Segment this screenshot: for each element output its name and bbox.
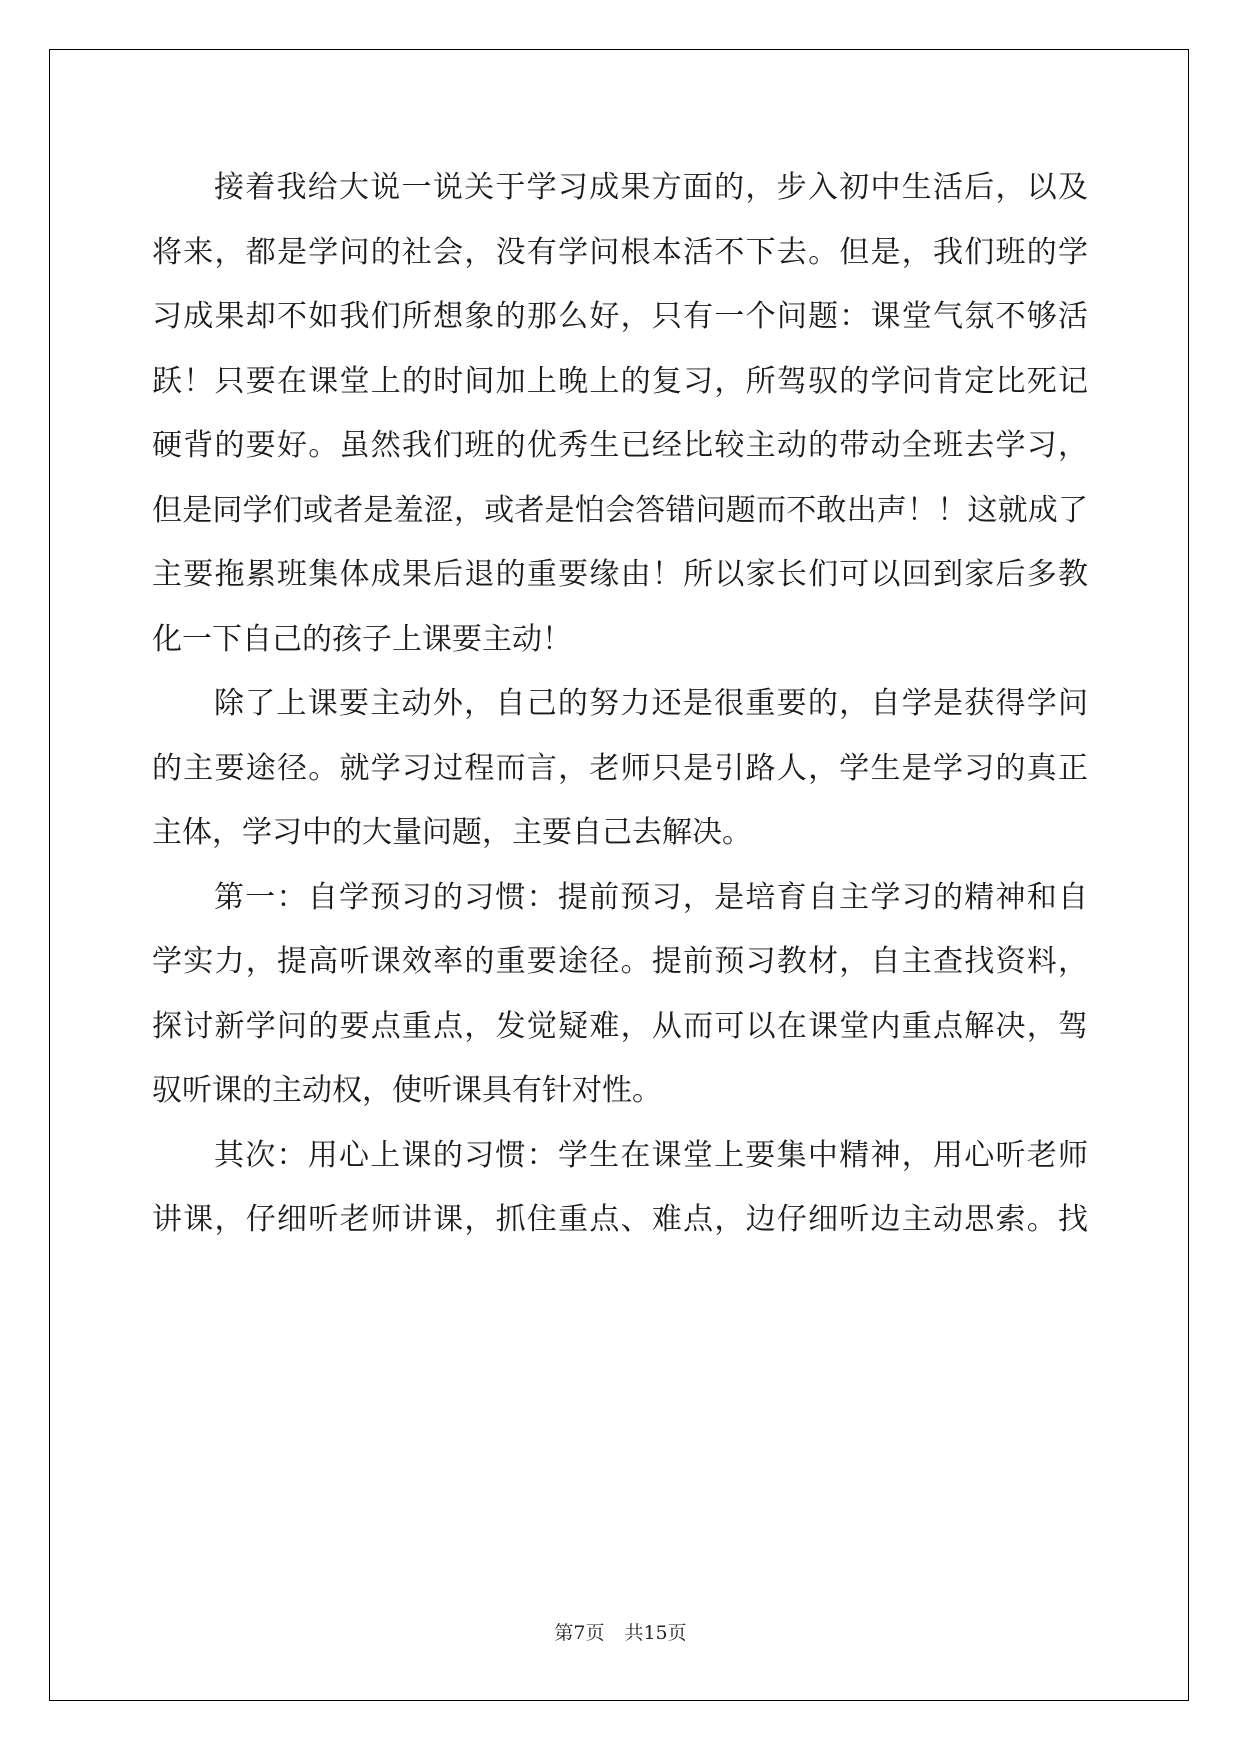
page-footer <box>0 1621 1241 1645</box>
text-line: 但是同学们或者是羞涩，或者是怕会答错问题而不敢出声！！这就成了 <box>152 492 1088 528</box>
page-number-current: 第7页 <box>554 1622 605 1644</box>
text-line: 接着我给大说一说关于学习成果方面的，步入初中生活后，以及 <box>214 170 1088 205</box>
text-line: 硬背的要好。虽然我们班的优秀生已经比较主动的带动全班去学习， <box>152 428 1088 463</box>
text-line: 主体，学习中的大量问题，主要自己去解决。 <box>152 815 752 850</box>
text-line: 习成果却不如我们所想象的那么好，只有一个问题：课堂气氛不够活 <box>152 299 1088 334</box>
text-line: 探讨新学问的要点重点，发觉疑难，从而可以在课堂内重点解决，驾 <box>152 1008 1088 1044</box>
text-line: 化一下自己的孩子上课要主动！ <box>152 621 572 657</box>
text-line: 的主要途径。就学习过程而言，老师只是引路人，学生是学习的真正 <box>152 750 1088 786</box>
text-line: 其次：用心上课的习惯：学生在课堂上要集中精神，用心听老师 <box>214 1137 1088 1173</box>
page-number-total: 共15页 <box>624 1622 687 1644</box>
text-line: 除了上课要主动外，自己的努力还是很重要的，自学是获得学问 <box>214 686 1088 721</box>
text-line: 跃！只要在课堂上的时间加上晚上的复习，所驾驭的学问肯定比死记 <box>152 363 1088 399</box>
text-line: 第一：自学预习的习惯：提前预习，是培育自主学习的精神和自 <box>214 879 1088 915</box>
text-line: 学实力，提高听课效率的重要途径。提前预习教材，自主查找资料， <box>152 944 1088 979</box>
text-line: 讲课，仔细听老师讲课，抓住重点、难点，边仔细听边主动思索。找 <box>152 1202 1088 1237</box>
text-line: 主要拖累班集体成果后退的重要缘由！所以家长们可以回到家后多教 <box>152 557 1088 592</box>
document-body <box>152 156 1088 1253</box>
text-line: 将来，都是学问的社会，没有学问根本活不下去。但是，我们班的学 <box>152 234 1088 270</box>
text-line: 驭听课的主动权，使听课具有针对性。 <box>152 1073 662 1108</box>
